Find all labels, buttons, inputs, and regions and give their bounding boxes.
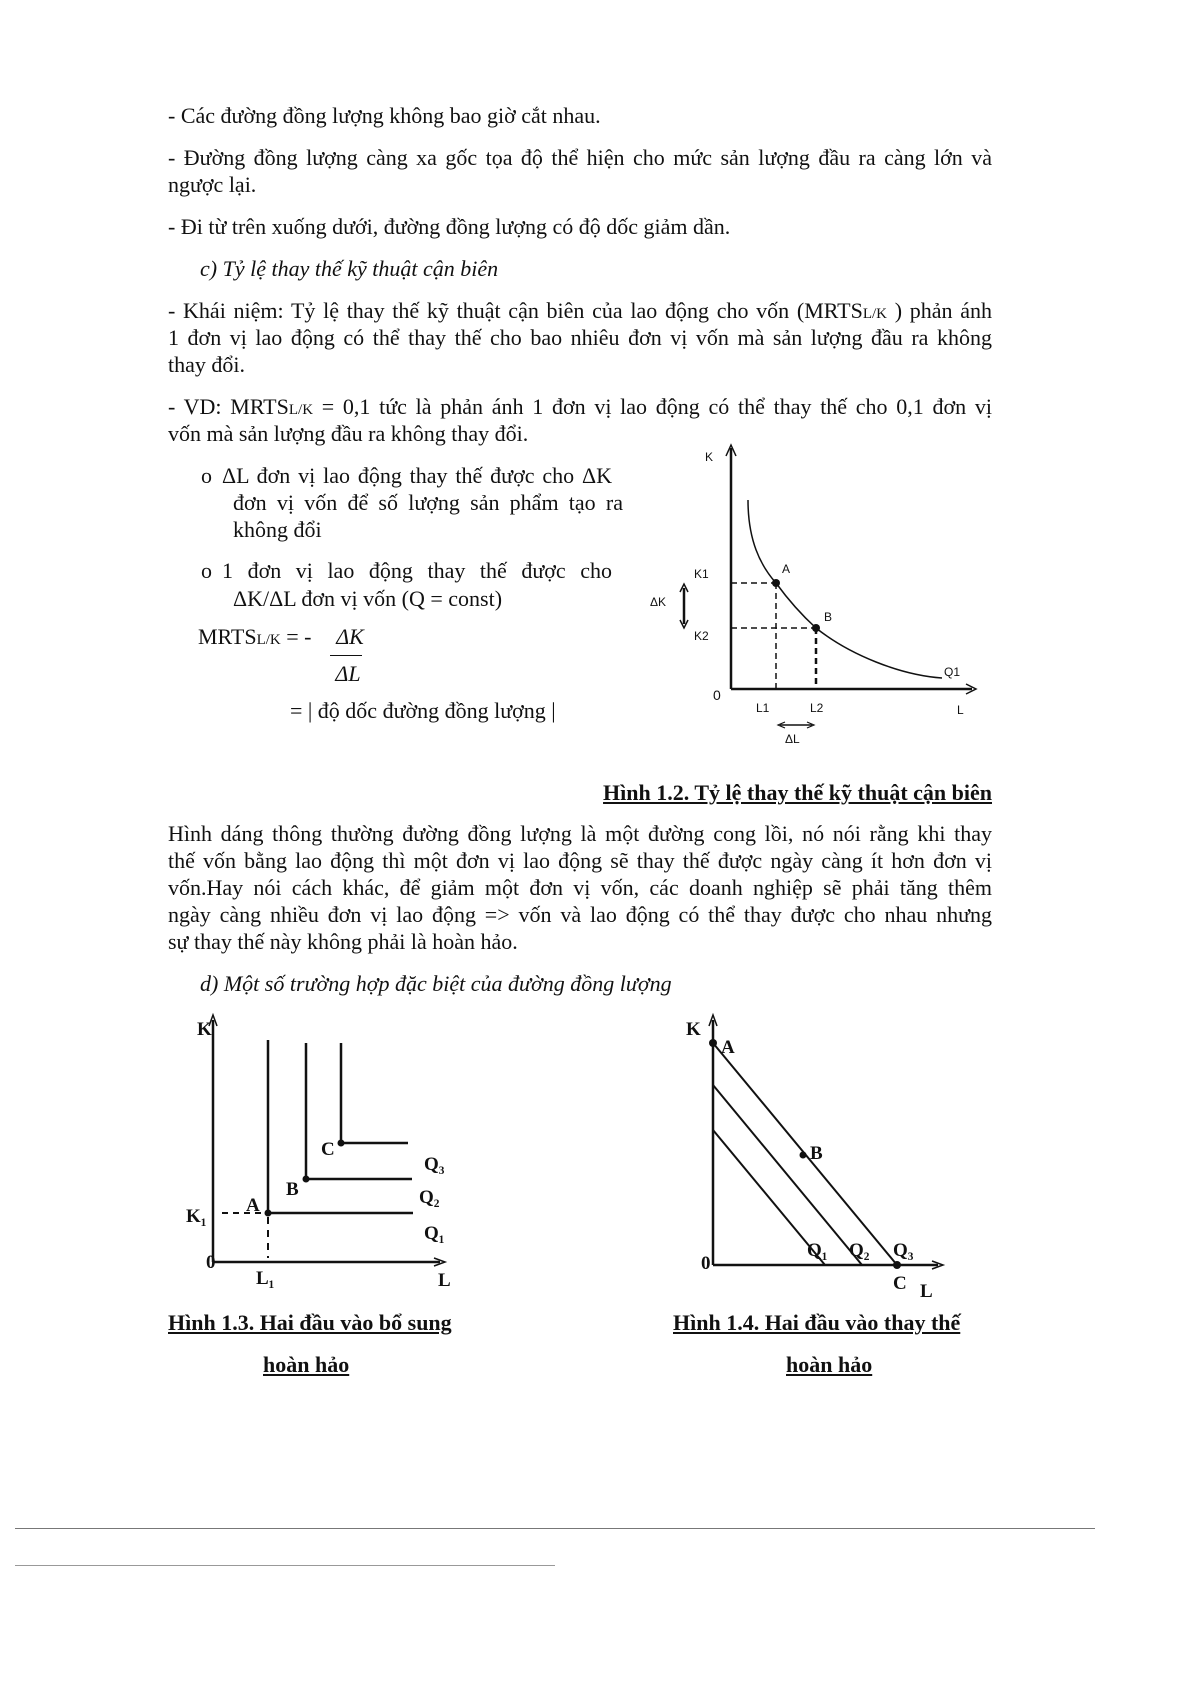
paragraph-example-line2: vốn mà sản lượng đầu ra không thay đổi.	[168, 421, 529, 446]
subscript: L/K	[288, 402, 314, 418]
subscript: L/K	[256, 632, 281, 648]
label-delta-k: ΔK	[650, 595, 667, 609]
subscript: L/K	[862, 306, 887, 322]
isoquant-curve-q1	[748, 500, 942, 678]
isoquant-q1	[713, 1130, 828, 1265]
section-heading-c: c) Tỷ lệ thay thế kỹ thuật cận biên	[200, 256, 499, 281]
label-q2: Q₂	[849, 1240, 870, 1261]
bullet2-line2: ΔK/ΔL đơn vị vốn (Q = const)	[233, 586, 503, 611]
bullet-icon: o	[201, 558, 212, 583]
label-delta-l: ΔL	[785, 732, 800, 746]
text: - VD: MRTS	[168, 394, 289, 419]
bullet1-line1: ΔL đơn vị lao động thay thế được cho ΔK	[222, 463, 612, 488]
axis-label-l: L	[438, 1270, 451, 1291]
figure-1-4-caption-line1: Hình 1.4. Hai đầu vào thay thế	[673, 1310, 961, 1335]
label-k1: K₁	[186, 1206, 207, 1227]
paragraph-concept-line2: 1 đơn vị lao động có thể thay thế cho bao nhiêu đơn vị vốn mà sản lượng đầu ra không	[168, 325, 992, 350]
isoquant-q3	[713, 1043, 897, 1265]
label-q3: Q₃	[424, 1154, 445, 1175]
label-l2: L2	[810, 701, 824, 715]
axis-label-k: K	[705, 450, 714, 464]
label-b: B	[286, 1179, 299, 1200]
origin-label: 0	[206, 1252, 216, 1273]
label-q1: Q₁	[807, 1240, 828, 1261]
formula-denominator: ΔL	[335, 661, 361, 686]
arrow-icon	[434, 1258, 445, 1266]
text: ) phản ánh	[886, 298, 992, 323]
label-q2: Q₂	[419, 1187, 440, 1208]
label-q3: Q₃	[893, 1240, 914, 1261]
bullet2-line1: 1 đơn vị lao động thay thế được cho	[222, 558, 612, 583]
formula-rhs: = | độ dốc đường đồng lượng |	[290, 698, 556, 723]
point-b	[303, 1176, 310, 1183]
arrow-icon	[932, 1261, 943, 1269]
isoquant-q2	[713, 1085, 862, 1265]
figure-1-3-complements	[209, 1015, 445, 1266]
axis-label-l: L	[957, 703, 964, 717]
paragraph-shape-line5: sự thay thế này không phải là hoàn hảo.	[168, 929, 518, 954]
text: = -	[280, 624, 312, 649]
paragraph-concept-line3: thay đổi.	[168, 352, 245, 377]
isoquant-q1	[268, 1040, 413, 1213]
text: = 0,1 tức là phản ánh 1 đơn vị lao động có thể thay thế cho 0,1 đơn vị	[313, 394, 992, 419]
isoquant-q3	[341, 1043, 408, 1143]
footer-divider	[15, 1565, 555, 1566]
guide-lines	[731, 583, 816, 689]
paragraph-distance-line2: ngược lại.	[168, 172, 257, 197]
label-c: C	[893, 1273, 907, 1294]
label-l1: L1	[756, 701, 770, 715]
point-b	[800, 1152, 807, 1159]
origin-label: 0	[713, 687, 721, 703]
section-heading-d: d) Một số trường hợp đặc biệt của đường đồng lượng	[200, 971, 672, 996]
formula-numerator: ΔK	[336, 624, 364, 649]
arrow-icon	[680, 584, 688, 628]
paragraph-shape-line3: vốn.Hay nói cách khác, để giảm một đơn vị vốn, các doanh nghiệp sẽ phải tăng thêm	[168, 875, 992, 900]
figure-1-3-caption-line2: hoàn hảo	[263, 1352, 350, 1377]
label-a: A	[246, 1195, 260, 1216]
label-k2: K2	[694, 629, 709, 643]
label-a: A	[721, 1037, 735, 1058]
footer-divider	[15, 1528, 1095, 1529]
figure-1-3-caption-line1: Hình 1.3. Hai đầu vào bổ sung	[168, 1310, 452, 1335]
axis-label-k: K	[197, 1019, 212, 1040]
point-b	[812, 624, 820, 632]
label-b: B	[824, 610, 833, 624]
bullet-icon: o	[201, 463, 212, 488]
arrow-icon	[209, 1015, 217, 1026]
arrow-icon	[709, 1015, 717, 1026]
point-a	[709, 1039, 717, 1047]
label-c: C	[321, 1139, 335, 1160]
paragraph-shape-line1: Hình dáng thông thường đường đồng lượng là một đường cong lồi, nó nói rằng khi thay	[168, 821, 992, 846]
point-a	[265, 1210, 272, 1217]
paragraph-slope: - Đi từ trên xuống dưới, đường đồng lượng có độ dốc giảm dần.	[168, 214, 731, 239]
formula-lhs	[198, 623, 338, 654]
origin-label: 0	[701, 1253, 711, 1274]
isoquant-q2	[306, 1043, 412, 1179]
arrow-icon	[966, 684, 976, 694]
figure-1-4-caption-line2: hoàn hảo	[786, 1352, 873, 1377]
text: - Khái niệm: Tỷ lệ thay thế kỹ thuật cận biên của lao động cho vốn (MRTS	[168, 298, 863, 323]
label-a: A	[782, 562, 791, 576]
text: MRTS	[198, 624, 257, 649]
label-q1: Q₁	[424, 1223, 445, 1244]
paragraph-shape-line4: ngày càng nhiều đơn vị lao động => vốn và lao động có thể thay được cho nhau nhưng	[168, 902, 992, 927]
paragraph-isoquants-never-cross: - Các đường đồng lượng không bao giờ cắt nhau.	[168, 103, 601, 128]
label-b: B	[810, 1143, 823, 1164]
label-l1: L₁	[256, 1268, 275, 1289]
axis-label-k: K	[686, 1019, 701, 1040]
point-c	[338, 1140, 345, 1147]
figure-1-4-substitutes	[709, 1015, 943, 1269]
paragraph-shape-line2: thế vốn bằng lao động thì một đơn vị lao động sẽ thay thế được ngày càng ít hơn đơn vị	[168, 848, 992, 873]
label-q1: Q1	[944, 665, 961, 679]
point-a	[772, 579, 780, 587]
axis-label-l: L	[920, 1281, 933, 1302]
point-c	[893, 1261, 901, 1269]
fraction-bar	[330, 655, 362, 656]
bullet1-line2: đơn vị vốn để số lượng sản phẩm tạo ra	[233, 490, 623, 515]
arrow-icon	[778, 722, 814, 728]
figure-1-2-caption: Hình 1.2. Tỷ lệ thay thế kỹ thuật cận biên	[603, 780, 992, 805]
bullet1-line3: không đổi	[233, 517, 322, 542]
paragraph-distance-line1: - Đường đồng lượng càng xa gốc tọa độ thể hiện cho mức sản lượng đầu ra càng lớn và	[168, 145, 992, 170]
label-k1: K1	[694, 567, 709, 581]
